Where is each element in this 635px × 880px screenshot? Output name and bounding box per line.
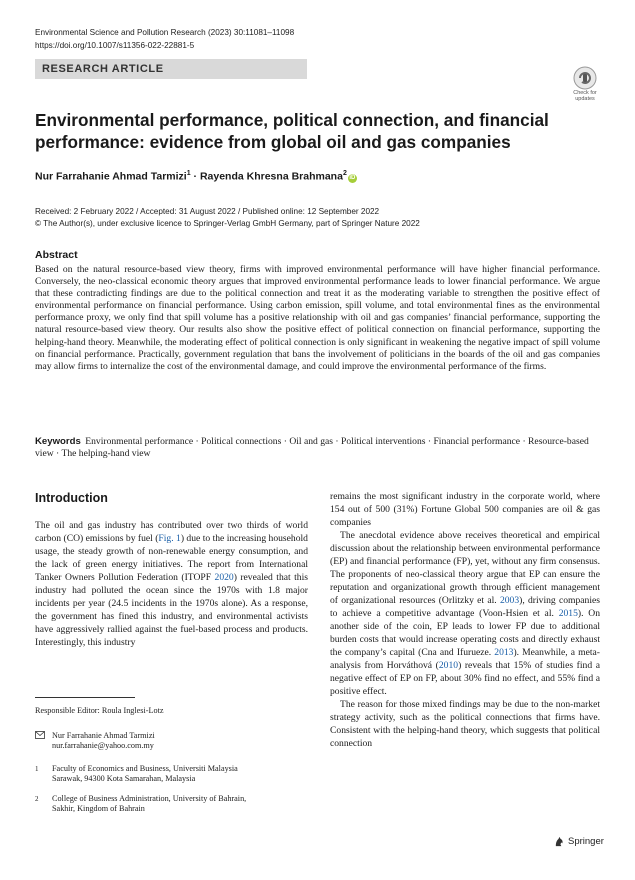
left-column-text xyxy=(35,519,308,649)
abstract-text: Based on the natural resource-based view theory, firms with improved environmental performance will have higher financial performance. Conversely, the neo-classical economic theory argues that improved environmental performance leads to lower financial performance. We argue that these contradicting findings are due to the political connection and treat it as the moderating variable to strengthen the positive effect of environmental performance on financial performance. Using carbon emission, spill volume, and total environmental fines as the environmental performance proxy, we only find that spill volume has a positive relationship with oil and gas companies’ financial performance, supporting the natural resource-based view theory. Our results also show the positive effect of political connection on financial performance, supporting the helping-hand theory. Meanwhile, the moderating effect of political connection is only significant in weakening the negative impact of spill volume on financial performance. Practically, government regulation that bans the involvement of politicians in the boards of the oil and gas companies may allow firms to internalize the cost of the environmental damage, and could improve the environmental performance of the firms. xyxy=(35,264,600,372)
orcid-icon[interactable]: iD xyxy=(349,174,356,181)
author-affiliation-mark: 1 xyxy=(186,170,191,177)
article-type-banner: RESEARCH ARTICLE xyxy=(35,59,307,79)
text-run: ). On another side of the coin, EP leads to lower FP due to additional burden costs that would increase operating costs and directly exhaust the company’s capital (Cna and Ifurueze. xyxy=(330,608,600,658)
title-line-2: performance: evidence from global oil and gas companies xyxy=(35,132,511,152)
text-run: ) reveals that 15% of studies find a negative effect of EP on FP, about 30% find no effect, and 55% find a positive effect. xyxy=(330,660,600,697)
affiliation-number: 1 xyxy=(35,764,39,773)
author-affiliation-mark: 2 xyxy=(342,170,347,177)
text-run: ). Meanwhile, a meta-analysis from Horváthová ( xyxy=(330,647,600,671)
citation-link[interactable]: 2020 xyxy=(214,572,234,583)
author-name[interactable]: Rayenda Khresna Brahmana xyxy=(199,170,343,183)
check-updates-icon xyxy=(573,66,597,90)
keywords-block xyxy=(35,436,600,460)
paragraph xyxy=(35,519,308,649)
corresponding-author xyxy=(35,731,308,752)
affiliation-line: Faculty of Economics and Business, Universiti Malaysia xyxy=(52,763,238,773)
text-run: ) due to the increasing household usage, the steady growth of non-renewable energy consumption, and the lack of green energy initiatives. The report from International Tanker Owners Pollution Federation (ITOPF xyxy=(35,533,308,583)
citation-link[interactable]: 2013 xyxy=(494,647,514,658)
paragraph xyxy=(330,529,600,698)
responsible-editor: Responsible Editor: Roula Inglesi-Lotz xyxy=(35,706,164,715)
springer-logo xyxy=(554,836,604,847)
text-run: The oil and gas industry has contributed over two thirds of world carbon (CO) emissions by fuel ( xyxy=(35,520,308,544)
check-updates-line1: Check for xyxy=(573,90,597,96)
envelope-icon xyxy=(35,731,52,752)
author-list xyxy=(35,170,357,183)
paragraph: remains the most significant industry in the corporate world, where 154 out of 500 (31%) Fortune Global 500 companies are oil & gas companies xyxy=(330,491,600,528)
text-run: ) revealed that this industry had polluted the ocean since the 1970s with 1.8 major incidents per year (24.5 incidents in the 1970s alone). As a response, the government has fined this industry, and environmental activists have aggressively rallied against the fuel-based process and products. Interestingly, this industry xyxy=(35,572,309,648)
journal-citation: Environmental Science and Pollution Research (2023) 30:11081–11098 xyxy=(35,28,295,37)
contact-email[interactable]: nur.farrahanie@yahoo.com.my xyxy=(52,741,154,750)
journal-header xyxy=(35,27,294,52)
paragraph: The reason for those mixed findings may be due to the non-market strategy activity, such as the political connections that firms have. Consistent with the helping-hand theory, which suggests that political connection xyxy=(330,699,600,749)
affiliation-line: Sakhir, Kingdom of Bahrain xyxy=(52,804,145,813)
publication-dates xyxy=(35,206,420,229)
affiliation-line: Sarawak, 94300 Kota Samarahan, Malaysia xyxy=(52,774,196,783)
affiliation-line: College of Business Administration, University of Bahrain, xyxy=(52,793,247,803)
springer-wordmark: Springer xyxy=(568,836,604,847)
contact-name: Nur Farrahanie Ahmad Tarmizi xyxy=(52,730,155,740)
footnotes xyxy=(35,706,308,815)
author-name[interactable]: Nur Farrahanie Ahmad Tarmizi xyxy=(35,170,187,183)
copyright-line: © The Author(s), under exclusive licence to Springer-Verlag GmbH Germany, part of Springer Nature 2022 xyxy=(35,218,420,228)
affiliation-1 xyxy=(35,764,308,785)
citation-link[interactable]: 2003 xyxy=(499,595,520,606)
introduction-heading: Introduction xyxy=(35,491,108,505)
article-title xyxy=(35,109,595,153)
right-column-text xyxy=(330,490,600,750)
author-separator: · xyxy=(193,170,198,183)
keywords-heading: Keywords xyxy=(35,436,81,447)
figure-link[interactable]: Fig. 1 xyxy=(158,533,181,544)
footnote-divider xyxy=(35,697,135,698)
doi-link[interactable]: https://doi.org/10.1007/s11356-022-22881-5 xyxy=(35,40,195,50)
abstract-heading: Abstract xyxy=(35,249,78,261)
text-run: The anecdotal evidence above receives theoretical and empirical discussion about the relationship between environmental performance (EP) and financial performance (FP), yet, without any firm consensus. The proponents of neo-classical theory argue that EP can ensure the reputation and organizational growth through efficient management of organizational resources (Orlitzky et al. xyxy=(330,530,600,606)
citation-link[interactable]: 2010 xyxy=(438,660,459,671)
springer-horse-icon xyxy=(554,836,565,847)
affiliation-number: 2 xyxy=(35,794,39,803)
affiliation-2 xyxy=(35,794,308,815)
title-line-1: Environmental performance, political connection, and financial xyxy=(35,110,549,130)
check-updates-line2: updates xyxy=(575,96,595,102)
citation-link[interactable]: 2015 xyxy=(558,608,578,619)
dates-line: Received: 2 February 2022 / Accepted: 31 August 2022 / Published online: 12 September 2022 xyxy=(35,207,380,216)
text-run: ), driving companies to achieve a competitive advantage (Voon-Hsien et al. xyxy=(330,595,600,619)
check-for-updates-badge[interactable] xyxy=(567,66,603,100)
keywords-text: Environmental performance · Political connections · Oil and gas · Political interventions · Financial performance · Resource-based view · The helping-hand view xyxy=(35,436,589,460)
